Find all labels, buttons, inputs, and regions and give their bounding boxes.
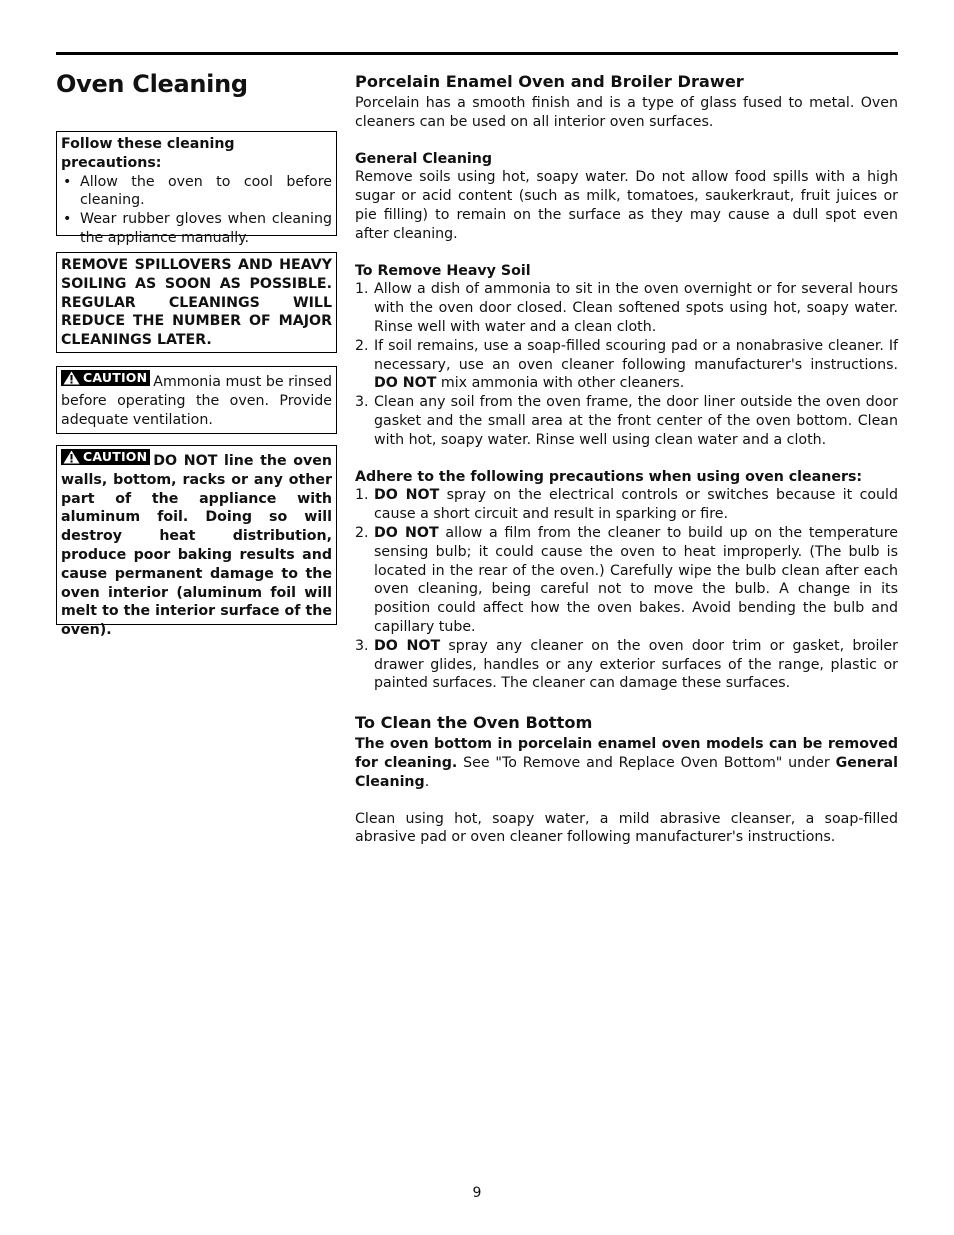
page-title: Oven Cleaning (56, 70, 248, 98)
caution-badge (61, 449, 150, 465)
step-number: 2. (355, 524, 369, 541)
step-emphasis: DO NOT (374, 524, 439, 541)
precaution-item: • Wear rubber gloves when cleaning the appliance manually. (61, 210, 332, 248)
list-item (355, 337, 898, 393)
caution-badge-label: CAUTION (83, 449, 148, 464)
oven-bottom-paragraph: Clean using hot, soapy water, a mild abrasive cleanser, a soap-filled abrasive pad or oven cleaner following manufacturer's instructions. (355, 810, 898, 846)
precautions-list (61, 173, 332, 248)
step-text: If soil remains, use a soap-filled scouring pad or a nonabrasive cleaner. If necessary, use an oven cleaner following manufacturer's instructions. (374, 337, 898, 373)
top-rule (56, 52, 898, 55)
step-number: 1. (355, 487, 369, 504)
caution-badge (61, 370, 150, 386)
porcelain-heading: Porcelain Enamel Oven and Broiler Drawer (355, 72, 744, 91)
spillover-notice-box (56, 252, 337, 353)
precaution-item: • Allow the oven to cool before cleaning. (61, 173, 332, 211)
spacer (355, 450, 898, 468)
step-emphasis: DO NOT (374, 375, 437, 392)
general-cleaning-heading: General Cleaning (355, 150, 493, 167)
list-item (355, 486, 898, 524)
oven-bottom-see-ref: General Cleaning (355, 754, 898, 790)
step-number: 3. (355, 394, 369, 411)
oven-bottom-heading: To Clean the Oven Bottom (355, 713, 593, 733)
step-text: spray any cleaner on the oven door trim or gasket, broiler drawer glides, handles or any exterior surfaces of the range, plastic or painted surfaces. The cleaner can damage these surfaces. (374, 637, 898, 692)
oven-cleaner-steps (355, 486, 898, 693)
warning-triangle-icon (63, 450, 80, 464)
precautions-box (56, 131, 337, 246)
list-item (355, 637, 898, 693)
list-item (355, 524, 898, 637)
list-item (355, 280, 898, 336)
step-text: Allow a dish of ammonia to sit in the oven overnight or for several hours with the oven door closed. Clean softened spots using hot, soapy water. Rinse well with water and a clean cloth. (374, 281, 898, 335)
heavy-soil-steps (355, 280, 898, 449)
step-emphasis: DO NOT (374, 487, 440, 504)
list-item (355, 393, 898, 449)
heavy-soil-heading: To Remove Heavy Soil (355, 262, 531, 279)
general-cleaning-text: Remove soils using hot, soapy water. Do not allow food spills with a high sugar or acid content (such as milk, tomatoes, saukerkraut, fruit juices or pie filling) to remain on the surface as they may cause a dull spot even after cleaning. (355, 169, 898, 242)
porcelain-intro: Porcelain has a smooth finish and is a type of glass fused to metal. Oven cleaners can be used on all interior oven surfaces. (355, 95, 898, 130)
spacer (355, 792, 898, 810)
caution-badge-label: CAUTION (83, 370, 148, 385)
oven-cleaner-heading: Adhere to the following precautions when using oven cleaners: (355, 468, 863, 485)
warning-triangle-icon (63, 371, 80, 385)
spacer (355, 244, 898, 262)
oven-bottom-see-text: See "To Remove and Replace Oven Bottom" under (463, 754, 830, 771)
step-emphasis: DO NOT (374, 637, 441, 654)
step-number: 3. (355, 637, 369, 654)
caution-foil-text: DO NOT line the oven walls, bottom, racks or any other part of the appliance with aluminum foil. Doing so will destroy heat distribution, produce poor baking results and cause permanent damage to the oven interior (aluminum foil will melt to the interior surface of the oven). (61, 453, 332, 639)
spacer (355, 693, 898, 713)
oven-bottom-see-end: . (424, 773, 430, 790)
right-column (355, 72, 898, 847)
precautions-title: Follow these cleaning precautions: (61, 136, 235, 171)
oven-bottom-lead (355, 735, 898, 791)
spillover-notice: REMOVE SPILLOVERS AND HEAVY SOILING AS SOON AS POSSIBLE. REGULAR CLEANINGS WILL REDUCE THE NUMBER OF MAJOR CLEANINGS LATER. (61, 257, 332, 349)
caution-foil-box (56, 445, 337, 639)
page-number: 9 (472, 1185, 482, 1201)
step-text: allow a film from the cleaner to build up on the temperature sensing bulb; it could cause the oven to heat improperly. (The bulb is located in the rear of the oven.) Carefully wipe the bulb clean after each oven cleaning, being careful not to move the bulb. A change in its position could affect how the oven bakes. Avoid bending the bulb and capillary tube. (374, 524, 899, 635)
caution-ammonia-box (56, 366, 337, 434)
step-text: spray on the electrical controls or switches because it could cause a short circuit and result in sparking or fire. (374, 487, 898, 523)
step-text: mix ammonia with other cleaners. (440, 375, 685, 392)
spacer (355, 132, 898, 150)
caution-ammonia-text: Ammonia must be rinsed before operating the oven. Provide adequate ventilation. (61, 374, 332, 428)
step-text: Clean any soil from the oven frame, the door liner outside the oven door gasket and the small area at the front center of the oven bottom. Clean with hot, soapy water. Rinse well using clean water and a cloth. (374, 394, 898, 448)
step-number: 2. (355, 337, 369, 354)
left-column (56, 131, 337, 639)
step-number: 1. (355, 281, 369, 298)
oven-bottom-bold-lead: The oven bottom in porcelain enamel oven models can be removed for cleaning. (355, 736, 898, 771)
